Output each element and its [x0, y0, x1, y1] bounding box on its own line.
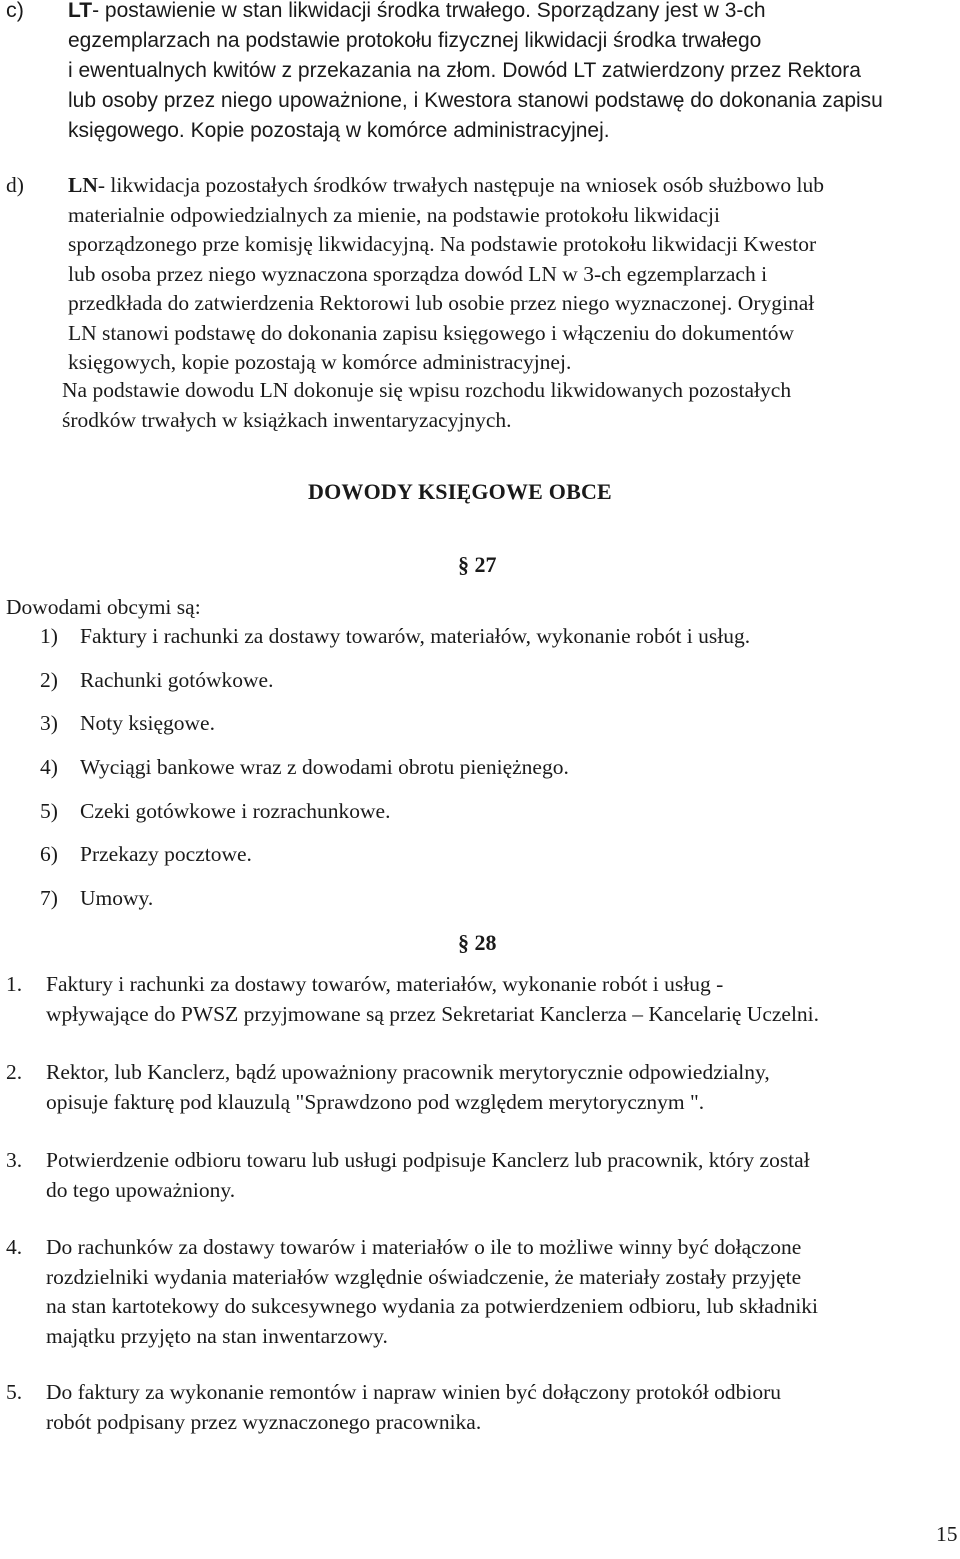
list-item: 7) Umowy.	[40, 886, 154, 910]
item-d-extra-line-2: środków trwałych w książkach inwentaryzacyjnych.	[62, 407, 512, 432]
list-item: 1) Faktury i rachunki za dostawy towarów, materiałów, wykonanie robót i usług.	[40, 624, 751, 648]
item-d-marker: d)	[6, 173, 24, 197]
item-c-line-4: lub osoby przez niego upoważnione, i Kwestora stanowi podstawę do dokonania zapisu	[68, 89, 883, 112]
item-d-line-4: lub osoba przez niego wyznaczona sporządza dowód LN w 3-ch egzemplarzach i	[68, 261, 768, 286]
item-d-line-1: LN- likwidacja pozostałych środków trwałych następuje na wniosek osób służbowo lub	[68, 173, 824, 197]
item-c-line-2: egzemplarzach na podstawie protokołu fizycznej likwidacji środka trwałego	[68, 29, 762, 52]
paragraph-28: § 28	[458, 930, 497, 955]
section-heading: DOWODY KSIĘGOWE OBCE	[308, 479, 612, 504]
item-c-code: LT	[68, 0, 93, 22]
item-c-line-3: i ewentualnych kwitów z przekazania na złom. Dowód LT zatwierdzony przez Rektora	[68, 59, 861, 82]
item-c-line-1: LT- postawienie w stan likwidacji środka trwałego. Sporządzany jest w 3-ch	[68, 0, 766, 22]
item-c-marker: c)	[6, 0, 24, 22]
item-d-line-6: LN stanowi podstawę do dokonania zapisu księgowego i włączeniu do dokumentów	[68, 320, 795, 345]
list-item: 2) Rachunki gotówkowe.	[40, 668, 274, 692]
page-number: 15	[936, 1522, 958, 1546]
item-d-text	[68, 171, 824, 378]
item-d-line-5: przedkłada do zatwierdzenia Rektorowi lub osobie przez niego wyznaczonej. Oryginał	[68, 291, 815, 315]
item-d-line-2: materialnie odpowiedzialnych za mienie, na podstawie protokołu likwidacji	[68, 202, 720, 227]
intro-text: Dowodami obcymi są:	[6, 595, 201, 619]
item-c-line-5: księgowego. Kopie pozostają w komórce administracyjnej.	[68, 119, 610, 142]
item-d-line-3: sporządzonego prze komisję likwidacyjną. Na podstawie protokołu likwidacji Kwestor	[68, 232, 817, 256]
item-d-line-7: księgowych, kopie pozostają w komórce administracyjnej.	[68, 350, 572, 374]
paragraph-27: § 27	[458, 552, 497, 577]
list-item: 6) Przekazy pocztowe.	[40, 842, 252, 866]
list-item: 4) Wyciągi bankowe wraz z dowodami obrotu pieniężnego.	[40, 755, 569, 779]
item-d-code: LN	[68, 173, 98, 197]
item-d-extra	[62, 376, 791, 435]
item-c-text	[68, 0, 883, 146]
list-item: 3) Noty księgowe.	[40, 711, 215, 735]
item-d-extra-line-1: Na podstawie dowodu LN dokonuje się wpisu rozchodu likwidowanych pozostałych	[62, 378, 792, 402]
list-item: 5) Czeki gotówkowe i rozrachunkowe.	[40, 799, 391, 823]
